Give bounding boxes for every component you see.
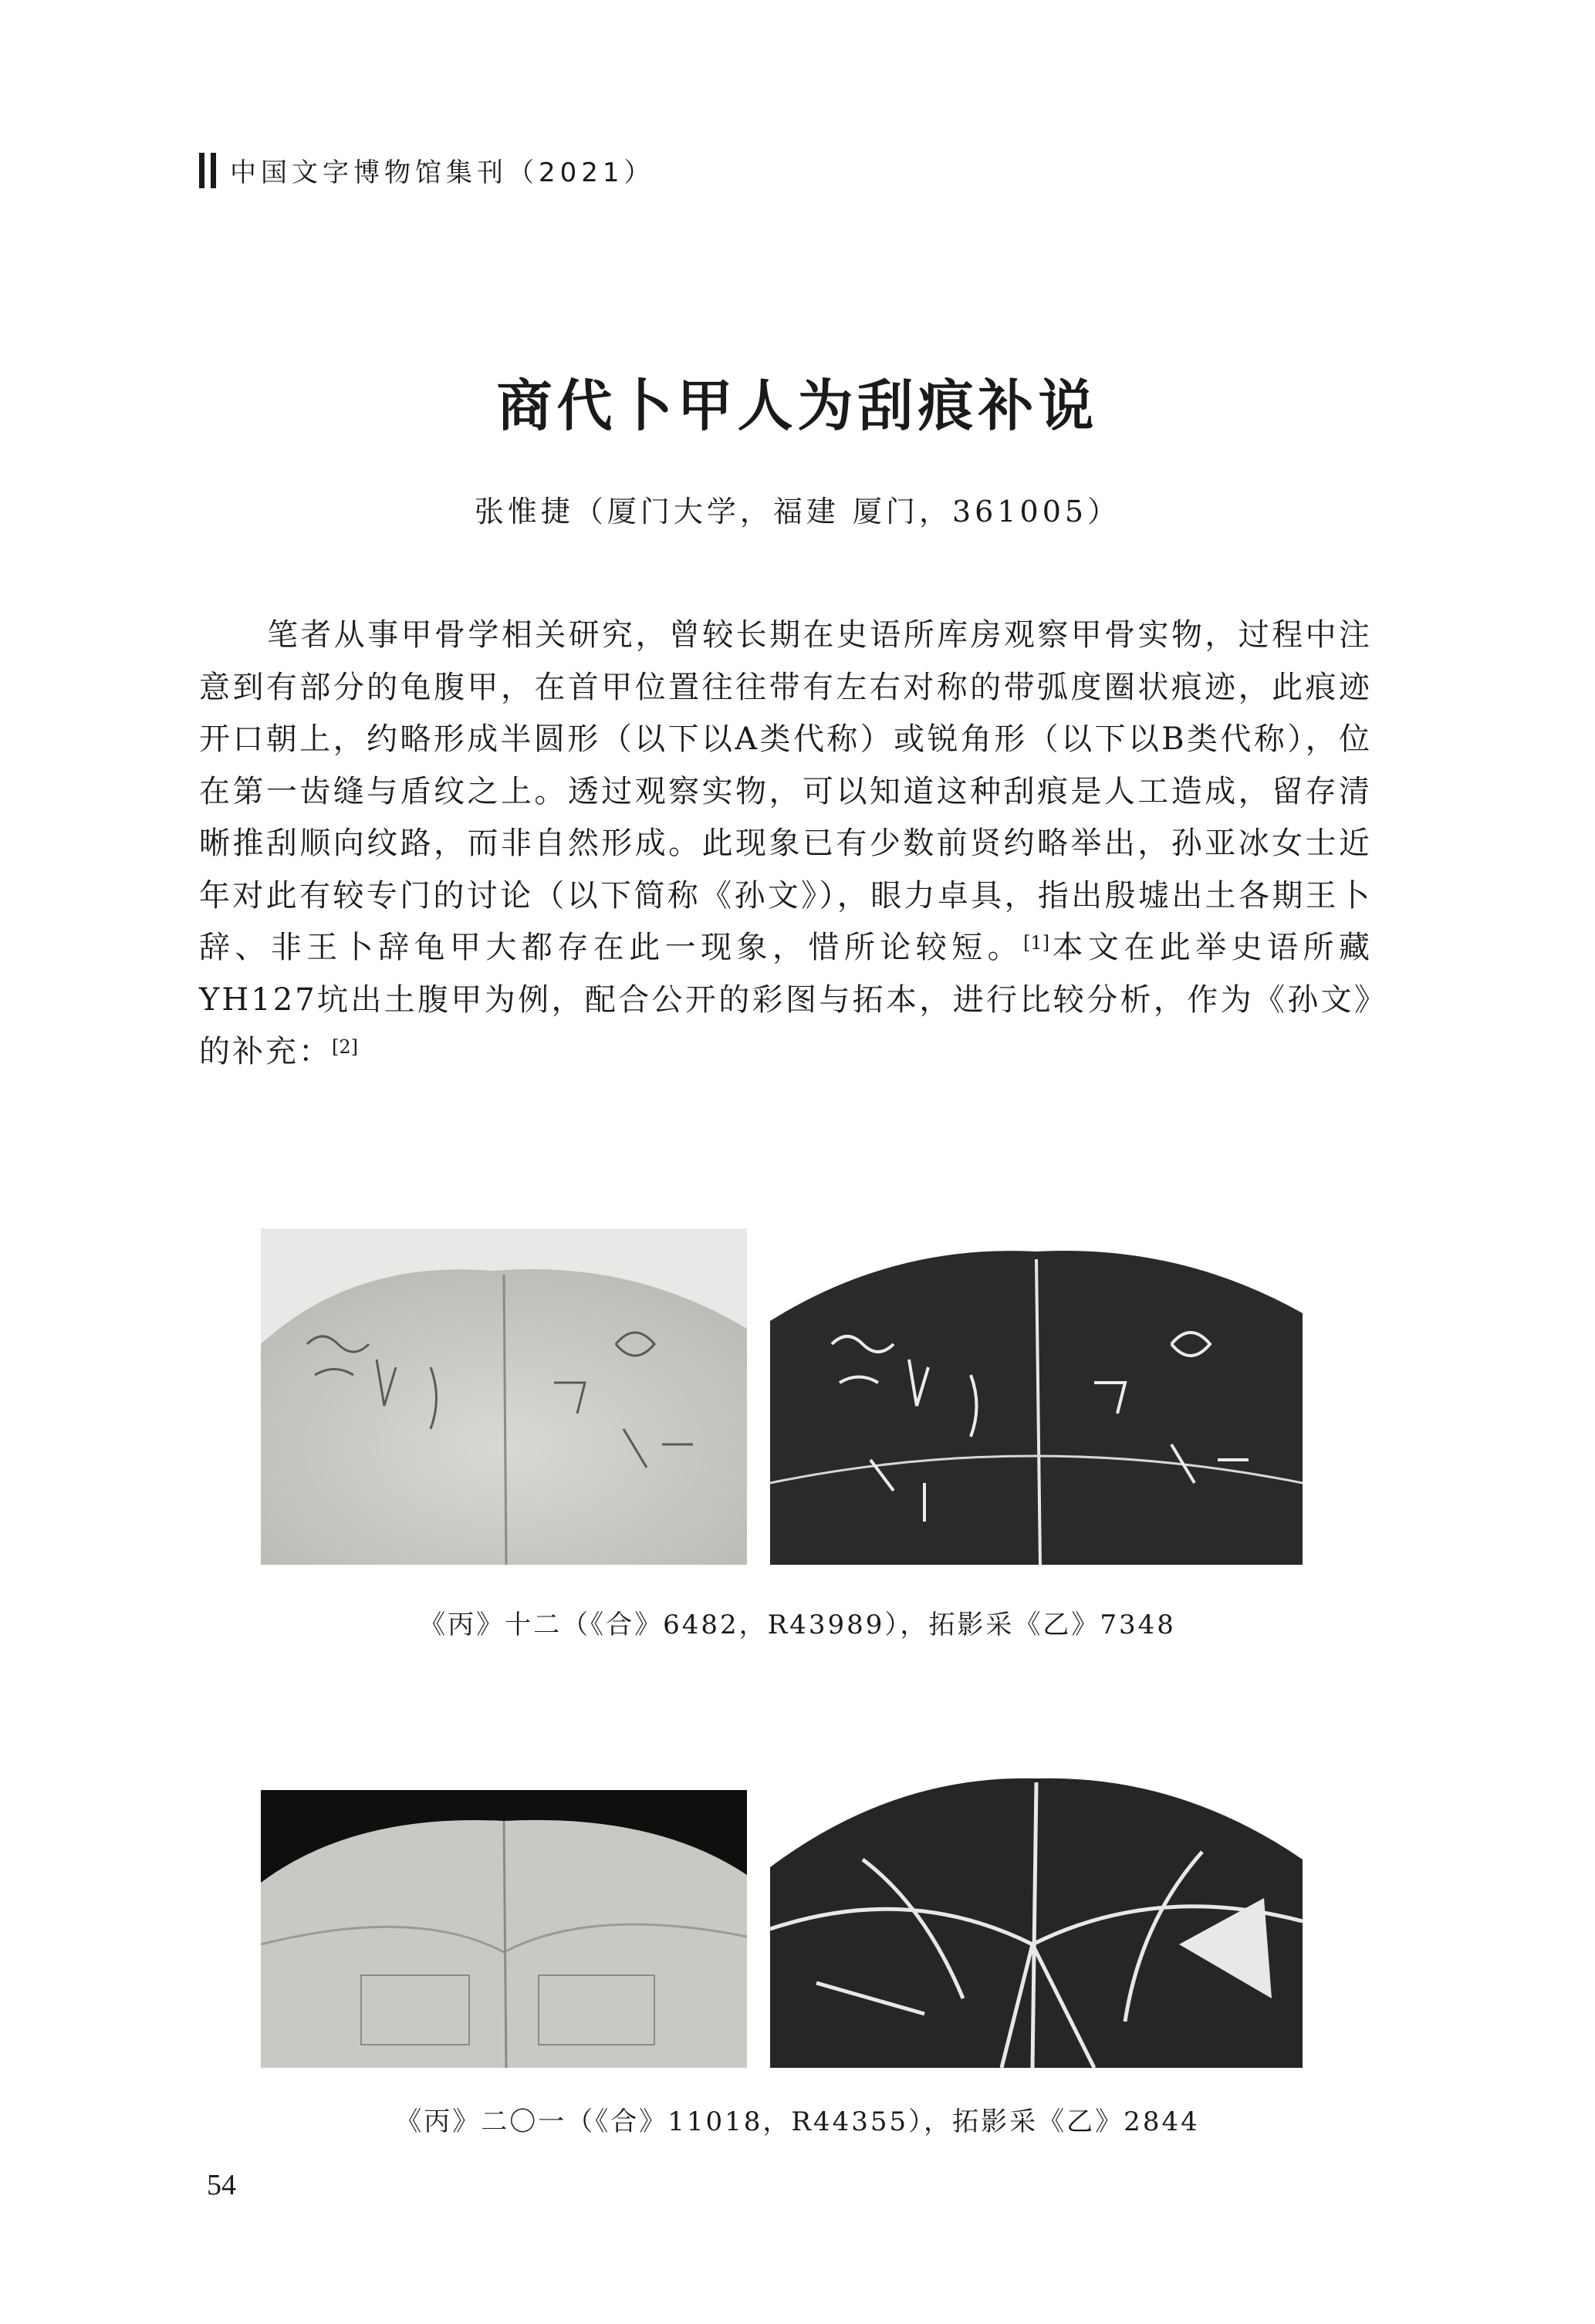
paragraph-text: 笔者从事甲骨学相关研究，曾较长期在史语所库房观察甲骨实物，过程中注意到有部分的龟腹甲，在首甲位置往往带有左右对称的带弧度圈状痕迹，此痕迹开口朝上，约略形成半圆形（以下以A类代称）或锐角形（以下以B类代称），位在第一齿缝与盾纹之上。透过观察实物，可以知道这种刮痕是人工造成，留存清晰推刮顺向纹路，而非自然形成。此现象已有少数前贤约略举出，孙亚冰女士近年对此有较专门的讨论（以下简称《孙文》），眼力卓具，指出殷墟出土各期王卜辞、非王卜辞龟甲大都存在此一现象，惜所论较短。 [199,617,1372,965]
running-title: 中国文字博物馆集刊（2021） [230,157,655,188]
article-title: 商代卜甲人为刮痕补说 [496,373,1099,438]
page-number: 54 [207,2169,236,2201]
figure-1-caption: 《丙》十二（《合》6482，R43989），拓影采《乙》7348 [419,1610,1176,1640]
figure-2-photo [261,1790,747,2068]
running-header [199,151,655,189]
paragraph-text: 本文在此举史语所藏YH127坑出土腹甲为例，配合公开的彩图与拓本，进行比较分析，作为《孙文》的补充： [199,930,1372,1069]
footnote-ref-1[interactable]: [1] [1023,932,1050,954]
paragraph [199,610,1372,1079]
figure-2-rubbing [770,1767,1303,2068]
footnote-ref-2[interactable]: [2] [332,1036,358,1058]
article-author: 张惟捷（厦门大学，福建 厦门，361005） [474,495,1121,529]
article-body [199,610,1372,1079]
header-bars-decoration [199,153,216,188]
figure-1-photo [261,1228,747,1565]
figure-2-caption: 《丙》二〇一（《合》11018，R44355），拓影采《乙》2844 [395,2106,1200,2137]
figure-1-rubbing [770,1228,1303,1565]
